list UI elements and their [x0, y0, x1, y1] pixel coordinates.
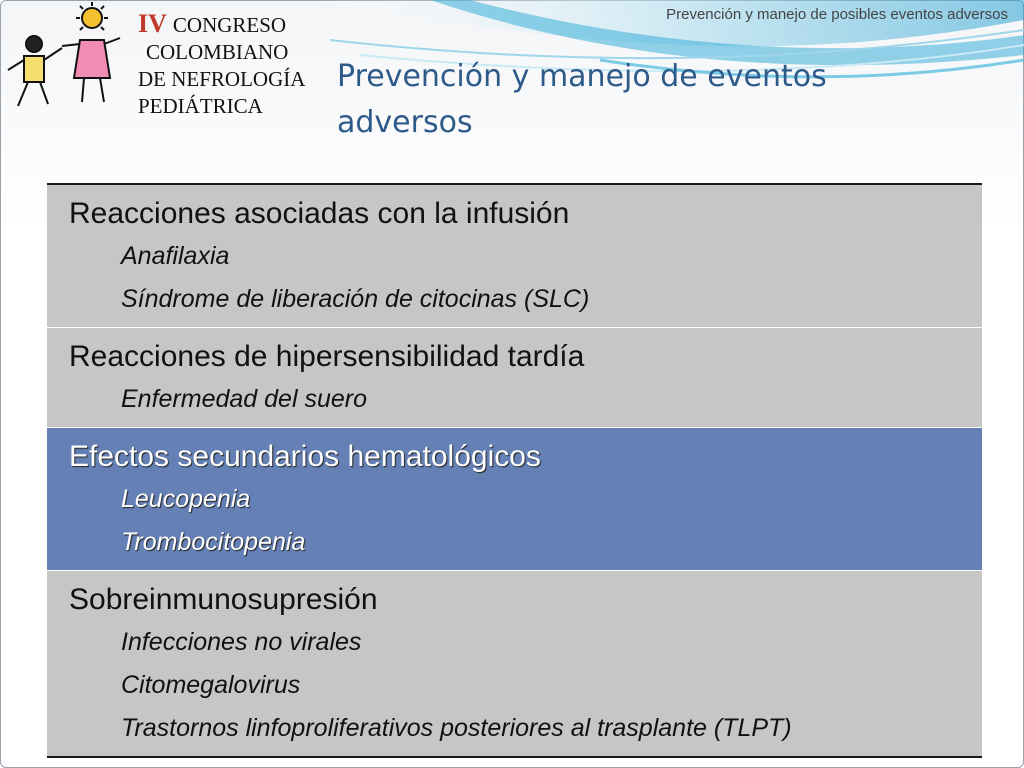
congress-branding: [138, 10, 305, 120]
group-title: Efectos secundarios hematológicos: [69, 440, 541, 473]
group-item: Infecciones no virales: [121, 628, 362, 656]
congress-line-2: COLOMBIANO: [146, 40, 289, 64]
congress-line-3: DE NEFROLOGÍA: [138, 67, 306, 91]
table-group: [47, 185, 982, 327]
children-logo-icon: [0, 0, 135, 120]
group-item: Trastornos linfoproliferativos posteriores al trasplante (TLPT): [121, 714, 792, 742]
group-item: Trombocitopenia: [121, 528, 306, 556]
group-title: Reacciones de hipersensibilidad tardía: [69, 340, 585, 373]
table-group-highlighted: [47, 427, 982, 570]
table-group: [47, 570, 982, 756]
running-header: Prevención y manejo de posibles eventos adversos: [666, 6, 1008, 23]
group-title: Reacciones asociadas con la infusión: [69, 197, 570, 230]
group-item: Anafilaxia: [121, 242, 230, 270]
table-group: [47, 327, 982, 427]
congress-line-4: PEDIÁTRICA: [138, 94, 263, 118]
congress-line-1: CONGRESO: [172, 13, 287, 37]
group-item: Síndrome de liberación de citocinas (SLC): [121, 285, 590, 313]
group-item: Leucopenia: [121, 485, 251, 513]
congress-number: IV: [138, 9, 167, 38]
adverse-events-table: [47, 183, 982, 758]
group-item: Citomegalovirus: [121, 671, 301, 699]
group-title: Sobreinmunosupresión: [69, 583, 378, 616]
slide-title: Prevención y manejo de eventos adversos: [337, 59, 827, 140]
group-item: Enfermedad del suero: [121, 385, 367, 413]
